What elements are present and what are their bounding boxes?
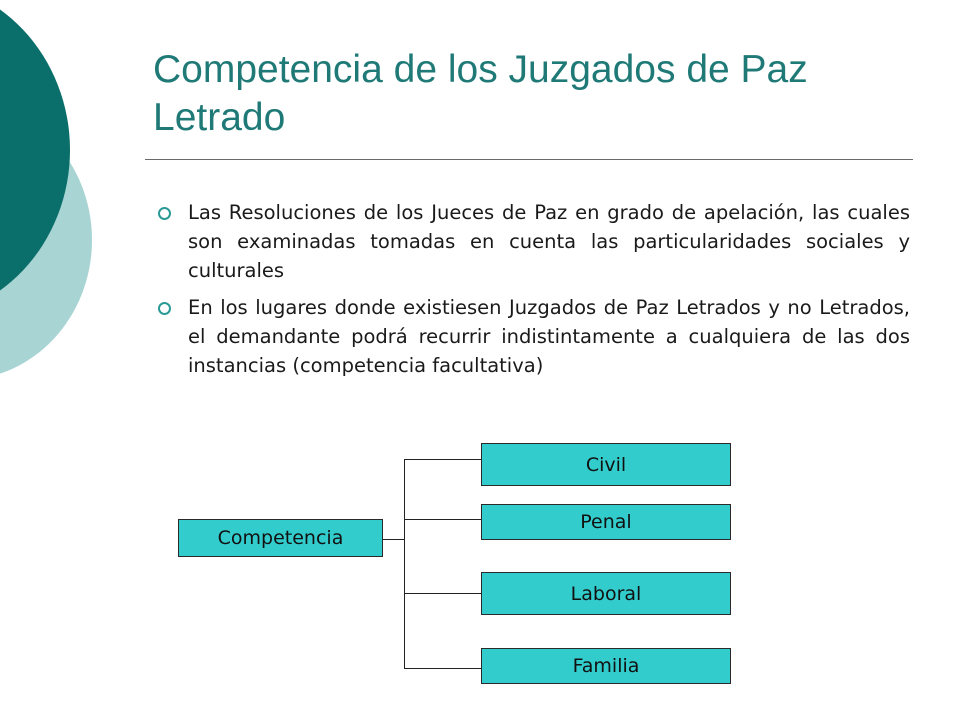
connector-penal — [404, 519, 481, 520]
diagram-root-box: Competencia — [178, 519, 383, 557]
connector-familia — [404, 668, 481, 669]
diagram-branch-familia: Familia — [481, 648, 731, 684]
bullet-item — [158, 293, 910, 380]
diagram-branch-laboral: Laboral — [481, 572, 731, 615]
connector-laboral — [404, 593, 481, 594]
bullet-circle-icon — [158, 207, 171, 220]
connector-vertical — [404, 459, 405, 669]
title-divider — [145, 159, 913, 160]
bullet-text: En los lugares donde existiesen Juzgados de Paz Letrados y no Letrados, el demandante podrá recurrir indistintamente a cualquiera de las dos instancias (competencia facultativa) — [188, 296, 910, 377]
slide-title: Competencia de los Juzgados de Paz Letrado — [153, 48, 808, 139]
diagram-branch-civil: Civil — [481, 443, 731, 486]
connector-civil — [404, 459, 481, 460]
connector-root — [383, 539, 405, 540]
bullet-circle-icon — [158, 302, 171, 315]
bullet-item — [158, 198, 910, 285]
bullet-list — [158, 198, 910, 388]
bullet-text: Las Resoluciones de los Jueces de Paz en grado de apelación, las cuales son examinadas tomadas en cuenta las particularidades sociales y culturales — [188, 201, 910, 282]
diagram-branch-penal: Penal — [481, 504, 731, 540]
